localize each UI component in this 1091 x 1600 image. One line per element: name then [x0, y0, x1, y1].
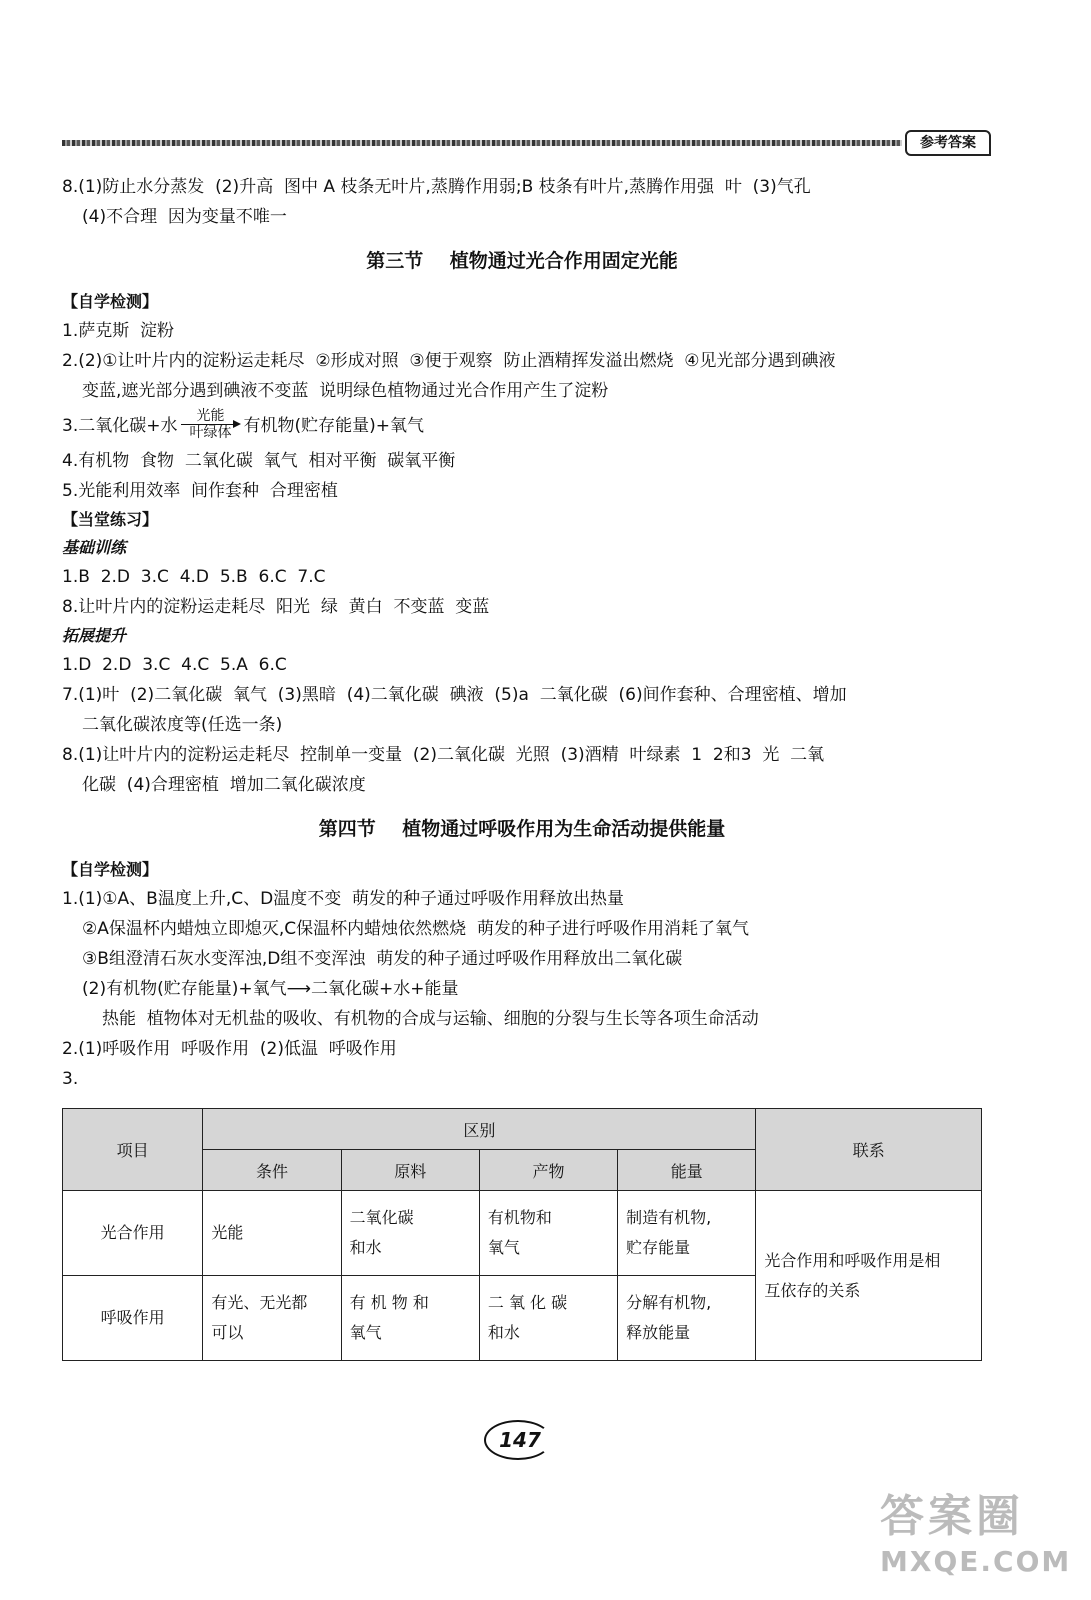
answer-line: ③B组澄清石灰水变浑浊,D组不变浑浊 萌发的种子通过呼吸作用释放出二氧化碳	[82, 949, 683, 969]
header-condition: 条件	[203, 1150, 341, 1191]
self-check-tag: 【自学检测】	[62, 292, 159, 311]
table-row	[63, 1191, 982, 1276]
answer-line: 5.光能利用效率 间作套种 合理密植	[62, 481, 338, 501]
watermark-line-2: MXQE.COM	[880, 1545, 1072, 1578]
extension-label: 拓展提升	[62, 626, 127, 645]
self-check-tag: 【自学检测】	[62, 860, 159, 879]
answer-line: 1.B 2.D 3.C 4.D 5.B 6.C 7.C	[62, 567, 326, 587]
row-raw-material: 有 机 物 和 氧气	[341, 1276, 479, 1361]
formula-condition-bottom: 叶绿体	[189, 424, 232, 441]
row-energy: 分解有机物, 释放能量	[618, 1276, 756, 1361]
answer-line: 2.(2)①让叶片内的淀粉运走耗尽 ②形成对照 ③便于观察 防止酒精挥发溢出燃烧 ④见光部分遇到碘液	[62, 351, 836, 371]
row-item: 光合作用	[63, 1191, 203, 1276]
reference-answer-tab: 参考答案	[905, 130, 991, 156]
header-raw-material: 原料	[341, 1150, 479, 1191]
site-watermark	[880, 1490, 1070, 1590]
answer-line: 1.(1)①A、B温度上升,C、D温度不变 萌发的种子通过呼吸作用释放出热量	[62, 889, 625, 909]
answer-line: 8.让叶片内的淀粉运走耗尽 阳光 绿 黄白 不变蓝 变蓝	[62, 597, 490, 617]
row-raw-material: 二氧化碳 和水	[341, 1191, 479, 1276]
header-difference: 区别	[203, 1109, 756, 1150]
comparison-table	[62, 1108, 982, 1361]
page-content	[62, 172, 982, 1361]
header-product: 产物	[479, 1150, 617, 1191]
answer-line: (4)不合理 因为变量不唯一	[82, 207, 287, 227]
formula-reactants: 3.二氧化碳+水	[62, 416, 178, 436]
answer-line: 4.有机物 食物 二氧化碳 氧气 相对平衡 碳氧平衡	[62, 451, 456, 471]
answer-line: 1.D 2.D 3.C 4.C 5.A 6.C	[62, 655, 287, 675]
formula-arrow	[181, 408, 239, 441]
answer-line: 热能 植物体对无机盐的吸收、有机物的合成与运输、细胞的分裂与生长等各项生命活动	[102, 1009, 759, 1029]
header-energy: 能量	[618, 1150, 756, 1191]
answer-line: 7.(1)叶 (2)二氧化碳 氧气 (3)黑暗 (4)二氧化碳 碘液 (5)a 二氧化碳 (6)间作套种、合理密植、增加	[62, 685, 847, 705]
answer-line: (2)有机物(贮存能量)+氧气⟶二氧化碳+水+能量	[82, 979, 459, 999]
answer-line: 变蓝,遮光部分遇到碘液不变蓝 说明绿色植物通过光合作用产生了淀粉	[82, 381, 609, 401]
header-decorative-rule	[62, 140, 902, 146]
page-number: 147	[490, 1418, 550, 1462]
answer-line: 2.(1)呼吸作用 呼吸作用 (2)低温 呼吸作用	[62, 1039, 397, 1059]
row-item: 呼吸作用	[63, 1276, 203, 1361]
arrow-icon	[181, 424, 239, 425]
photosynthesis-formula	[62, 406, 424, 446]
section-3-title: 第三节 植物通过光合作用固定光能	[366, 250, 678, 272]
basic-training-label: 基础训练	[62, 538, 127, 557]
answer-line: 二氧化碳浓度等(任选一条)	[82, 715, 283, 735]
header-item: 项目	[63, 1109, 203, 1191]
answer-line: 化碳 (4)合理密植 增加二氧化碳浓度	[82, 775, 366, 795]
answer-line: 3.	[62, 1069, 79, 1089]
section-4-title: 第四节 植物通过呼吸作用为生命活动提供能量	[318, 818, 726, 840]
formula-products: 有机物(贮存能量)+氧气	[243, 416, 424, 436]
answer-line: 8.(1)让叶片内的淀粉运走耗尽 控制单一变量 (2)二氧化碳 光照 (3)酒精 叶绿素 1 2和3 光 二氧	[62, 745, 825, 765]
answer-line: 1.萨克斯 淀粉	[62, 321, 175, 341]
header-relation: 联系	[756, 1109, 982, 1191]
row-condition: 光能	[203, 1191, 341, 1276]
answer-line: ②A保温杯内蜡烛立即熄灭,C保温杯内蜡烛依然燃烧 萌发的种子进行呼吸作用消耗了氧气	[82, 919, 749, 939]
watermark-line-1: 答案圈	[880, 1491, 1024, 1542]
formula-condition-top: 光能	[196, 407, 225, 424]
row-condition: 有光、无光都 可以	[203, 1276, 341, 1361]
answer-line: 8.(1)防止水分蒸发 (2)升高 图中 A 枝条无叶片,蒸腾作用弱;B 枝条有叶片,蒸腾作用强 叶 (3)气孔	[62, 177, 811, 197]
row-energy: 制造有机物, 贮存能量	[618, 1191, 756, 1276]
row-product: 二 氧 化 碳 和水	[479, 1276, 617, 1361]
row-relation: 光合作用和呼吸作用是相 互依存的关系	[756, 1191, 982, 1361]
row-product: 有机物和 氧气	[479, 1191, 617, 1276]
practice-tag: 【当堂练习】	[62, 510, 159, 529]
